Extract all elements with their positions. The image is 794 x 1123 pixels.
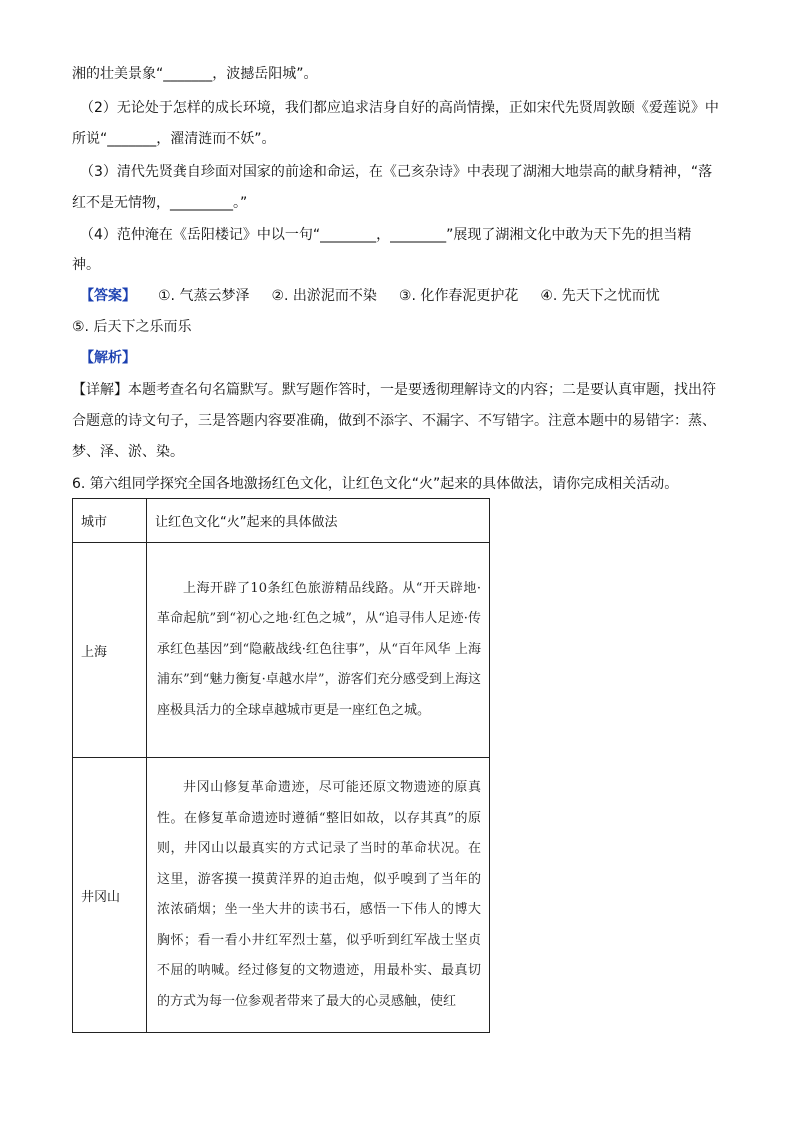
table-header-city: 城市: [73, 499, 147, 543]
table-cell-method: 上海开辟了10条红色旅游精品线路。从“开天辟地·革命起航”到“初心之地·红色之城”，从“追寻伟人足迹·传承红色基因”到“隐蔽战线·红色往事”，从“百年风华 上海浦东”到“魅力衡复·卓越水岸”，游客们充分感受到上海这座极具活力的全球卓越城市更是一座红色之城。: [147, 543, 490, 758]
text-line-1: 湘的壮美景象“_______，波撼岳阳城”。: [72, 66, 318, 82]
table-cell-method: 井冈山修复革命遗迹，尽可能还原文物遗迹的原真性。在修复革命遗迹时遵循“整旧如故，以存其真”的原则，井冈山以最真实的方式记录了当时的革命状况。在这里，游客摸一摸黄洋界的迫击炮，似乎嗅到了当年的浓浓硝烟；坐一坐大井的读书石，感悟一下伟人的博大胸怀；看一看小井红军烈士墓，似乎听到红军战士坚贞不屈的呐喊。经过修复的文物遗迹，用最朴实、最真切的方式为每一位参观者带来了最大的心灵感触，使红: [147, 758, 490, 1033]
table-cell-city: 井冈山: [73, 758, 147, 1033]
detail-line-1: [72, 380, 732, 400]
detail-line-2: 合题意的诗文句子，三是答题内容要准确，做到不添字、不漏字、不写错字。注意本题中的易错字：蒸、: [72, 413, 716, 429]
answer-item: ②. 出淤泥而不染: [271, 288, 377, 304]
answer-item: ④. 先天下之忧而忧: [540, 288, 660, 304]
table-header-row: [73, 499, 490, 543]
table-row: [73, 543, 490, 758]
question-3-line: （3）清代先贤龚自珍面对国家的前途和命运，在《己亥杂诗》中表现了湖湘大地崇高的献身精神，“落: [80, 164, 713, 180]
table-cell-city: 上海: [73, 543, 147, 758]
answer-item: ⑤. 后天下之乐而乐: [72, 319, 192, 335]
answer-item: ③. 化作春泥更护花: [398, 288, 519, 304]
question-4-line: （4）范仲淹在《岳阳楼记》中以一句“________，________”展现了湖湘文化中敢为天下先的担当精: [80, 227, 692, 243]
detail-label: 【详解】: [72, 382, 128, 398]
question-6-line: 6. 第六组同学探究全国各地激扬红色文化，让红色文化“火”起来的具体做法，请你完成相关活动。: [72, 476, 679, 492]
question-4-line-cont: 神。: [72, 257, 100, 273]
question-2-line: （2）无论处于怎样的成长环境，我们都应追求洁身自好的高尚情操，正如宋代先贤周敦颐《爱莲说》中: [80, 100, 719, 116]
red-culture-table: [72, 498, 490, 1033]
answer-line: [80, 286, 740, 306]
detail-line-3: 梦、泽、淤、染。: [72, 444, 184, 460]
answer-item: ①. 气蒸云梦泽: [158, 288, 250, 304]
table-header-method: 让红色文化“火”起来的具体做法: [147, 499, 490, 543]
table-row: [73, 758, 490, 1033]
analysis-label: 【解析】: [80, 350, 136, 366]
answer-label: 【答案】: [80, 288, 136, 304]
answer-line-cont: [72, 317, 732, 337]
question-3-line-cont: 红不是无情物，_________。”: [72, 195, 248, 211]
detail-text: 本题考查名句名篇默写。默写题作答时，一是要透彻理解诗文的内容；二是要认真审题，找出符: [128, 382, 716, 398]
question-2-line-cont: 所说“_______，濯清涟而不妖”。: [72, 131, 276, 147]
analysis-line: [80, 348, 740, 368]
